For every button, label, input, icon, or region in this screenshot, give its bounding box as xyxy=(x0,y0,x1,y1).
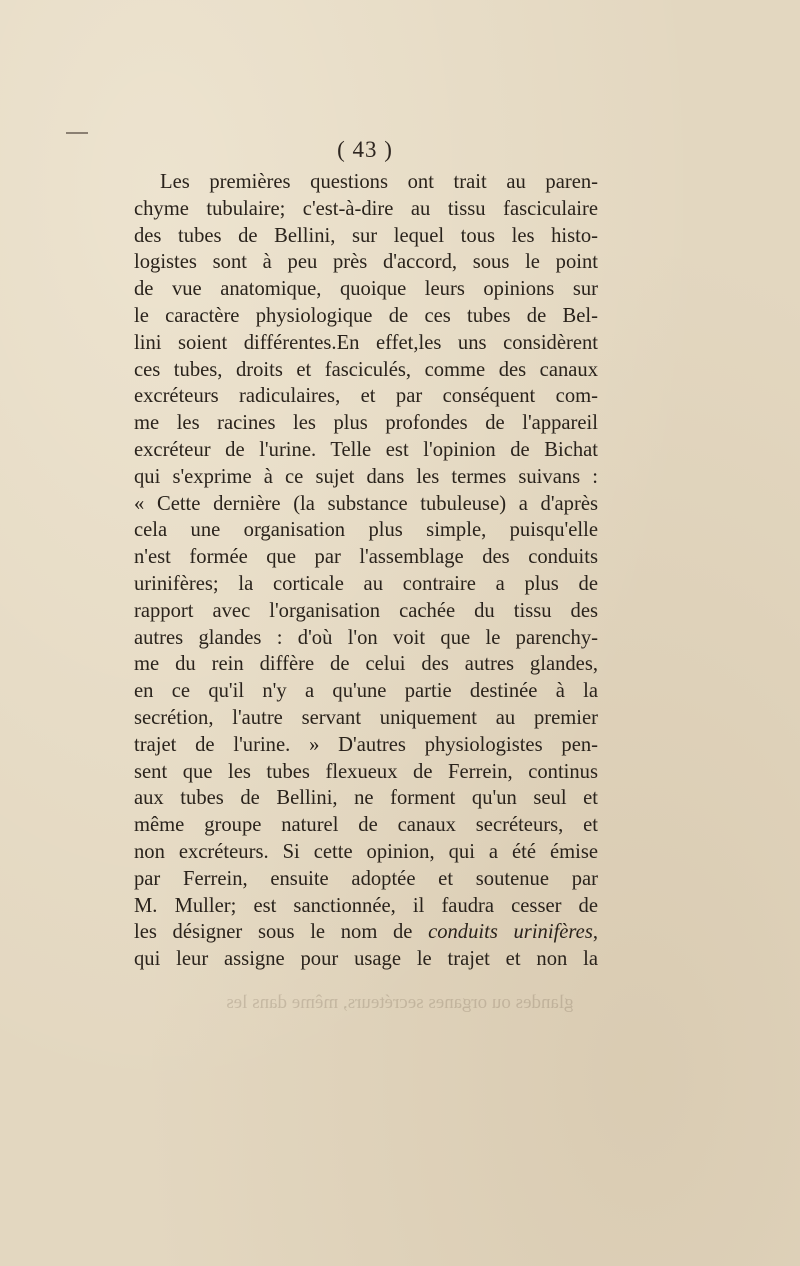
text-line: logistes sont à peu près d'accord, sous le point xyxy=(134,251,598,274)
text-line: autres glandes : d'où l'on voit que le parenchy- xyxy=(134,626,598,649)
text-line: même groupe naturel de canaux secréteurs, et xyxy=(134,814,598,837)
bleed-through-text: glandes ou organes secréteurs, même dans les xyxy=(226,992,574,1013)
text-line: M. Muller; est sanctionnée, il faudra cesser de xyxy=(134,894,598,917)
text-line: urinifères; la corticale au contraire a plus de xyxy=(134,572,598,595)
italic-term: conduits urinifères xyxy=(428,921,593,944)
text-line: non excréteurs. Si cette opinion, qui a été émise xyxy=(134,840,598,863)
text-line: chyme tubulaire; c'est-à-dire au tissu fasciculaire xyxy=(134,197,598,220)
text-line: qui leur assigne pour usage le trajet et non la xyxy=(134,948,598,971)
text-line: lini soient différentes.En effet,les uns considèrent xyxy=(134,331,598,354)
text-fragment: les désigner sous le nom de xyxy=(134,921,429,944)
text-line: des tubes de Bellini, sur lequel tous les histo- xyxy=(134,224,598,247)
text-line: cela une organisation plus simple, puisqu'elle xyxy=(134,519,598,542)
text-line: par Ferrein, ensuite adoptée et soutenue par xyxy=(134,867,598,890)
text-line: rapport avec l'organisation cachée du tissu des xyxy=(134,599,598,622)
text-line: trajet de l'urine. » D'autres physiologistes pen- xyxy=(134,733,598,756)
text-line: ces tubes, droits et fasciculés, comme des canaux xyxy=(134,358,598,381)
text-line: secrétion, l'autre servant uniquement au premier xyxy=(134,706,598,729)
text-line: le caractère physiologique de ces tubes de Bel- xyxy=(134,304,598,327)
text-line: « Cette dernière (la substance tubuleuse) a d'après xyxy=(134,492,598,515)
page-number: ( 43 ) xyxy=(337,137,393,162)
body-text xyxy=(134,169,598,973)
margin-mark xyxy=(66,132,88,134)
text-line: aux tubes de Bellini, ne forment qu'un seul et xyxy=(134,787,598,810)
text-line: sent que les tubes flexueux de Ferrein, continus xyxy=(134,760,598,783)
text-line: me les racines les plus profondes de l'appareil xyxy=(134,412,598,435)
text-line: excréteur de l'urine. Telle est l'opinion de Bichat xyxy=(134,438,598,461)
text-line: me du rein diffère de celui des autres glandes, xyxy=(134,653,598,676)
text-line: de vue anatomique, quoique leurs opinions sur xyxy=(134,278,598,301)
text-line: Les premières questions ont trait au paren- xyxy=(160,171,598,193)
text-line: excréteurs radiculaires, et par conséquent com- xyxy=(134,385,598,408)
text-line: n'est formée que par l'assemblage des conduits xyxy=(134,546,598,569)
text-line: en ce qu'il n'y a qu'une partie destinée à la xyxy=(134,680,598,703)
text-line-with-italic xyxy=(134,919,598,946)
text-fragment: , xyxy=(592,921,598,944)
text-line: qui s'exprime à ce sujet dans les termes suivans : xyxy=(134,465,598,488)
